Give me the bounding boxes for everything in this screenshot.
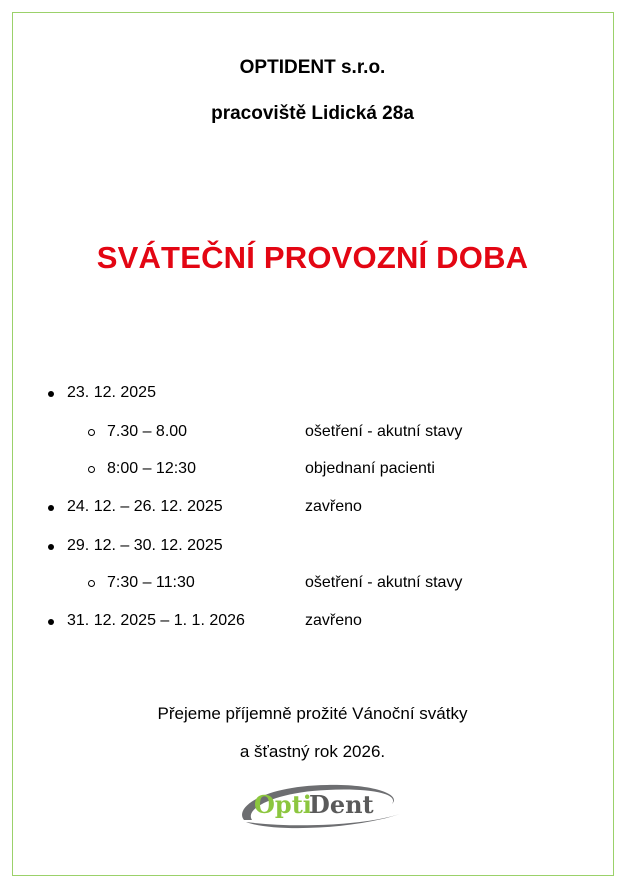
company-name: OPTIDENT s.r.o. [239, 57, 386, 78]
schedule-time: 7:30 – 11:30 [107, 574, 195, 591]
bullet-icon [48, 505, 54, 511]
bullet-icon [48, 391, 54, 397]
circle-bullet-icon [88, 466, 95, 473]
wishes-line-2: a šťastný rok 2026. [239, 742, 386, 761]
schedule-note: ošetření - akutní stavy [305, 574, 463, 591]
schedule-date: 23. 12. 2025 [67, 384, 156, 401]
schedule-time: 8:00 – 12:30 [107, 460, 196, 477]
schedule-date: 29. 12. – 30. 12. 2025 [67, 537, 223, 554]
schedule-note: objednaní pacienti [305, 460, 435, 477]
optident-logo [232, 780, 407, 832]
schedule-time: 7.30 – 8.00 [107, 423, 188, 440]
list-item [0, 571, 625, 595]
company-location: pracoviště Lidická 28a [211, 103, 414, 124]
schedule-note: zavřeno [305, 498, 362, 515]
schedule-date: 24. 12. – 26. 12. 2025 [67, 498, 223, 515]
list-item [0, 420, 625, 444]
list-item [0, 457, 625, 481]
list-item [0, 495, 625, 519]
list-item [0, 609, 625, 633]
schedule-note: ošetření - akutní stavy [305, 423, 463, 440]
circle-bullet-icon [88, 429, 95, 436]
list-item [0, 381, 625, 405]
bullet-icon [48, 544, 54, 550]
logo-opti-text: Opti [254, 790, 312, 819]
logo-dent-text: Dent [309, 790, 374, 819]
schedule-date: 31. 12. 2025 – 1. 1. 2026 [67, 612, 245, 629]
wishes-line-1: Přejeme příjemně prožité Vánoční svátky [157, 704, 468, 723]
schedule-note: zavřeno [305, 612, 362, 629]
list-item [0, 534, 625, 558]
headline: SVÁTEČNÍ PROVOZNÍ DOBA [96, 240, 529, 275]
bullet-icon [48, 619, 54, 625]
circle-bullet-icon [88, 580, 95, 587]
